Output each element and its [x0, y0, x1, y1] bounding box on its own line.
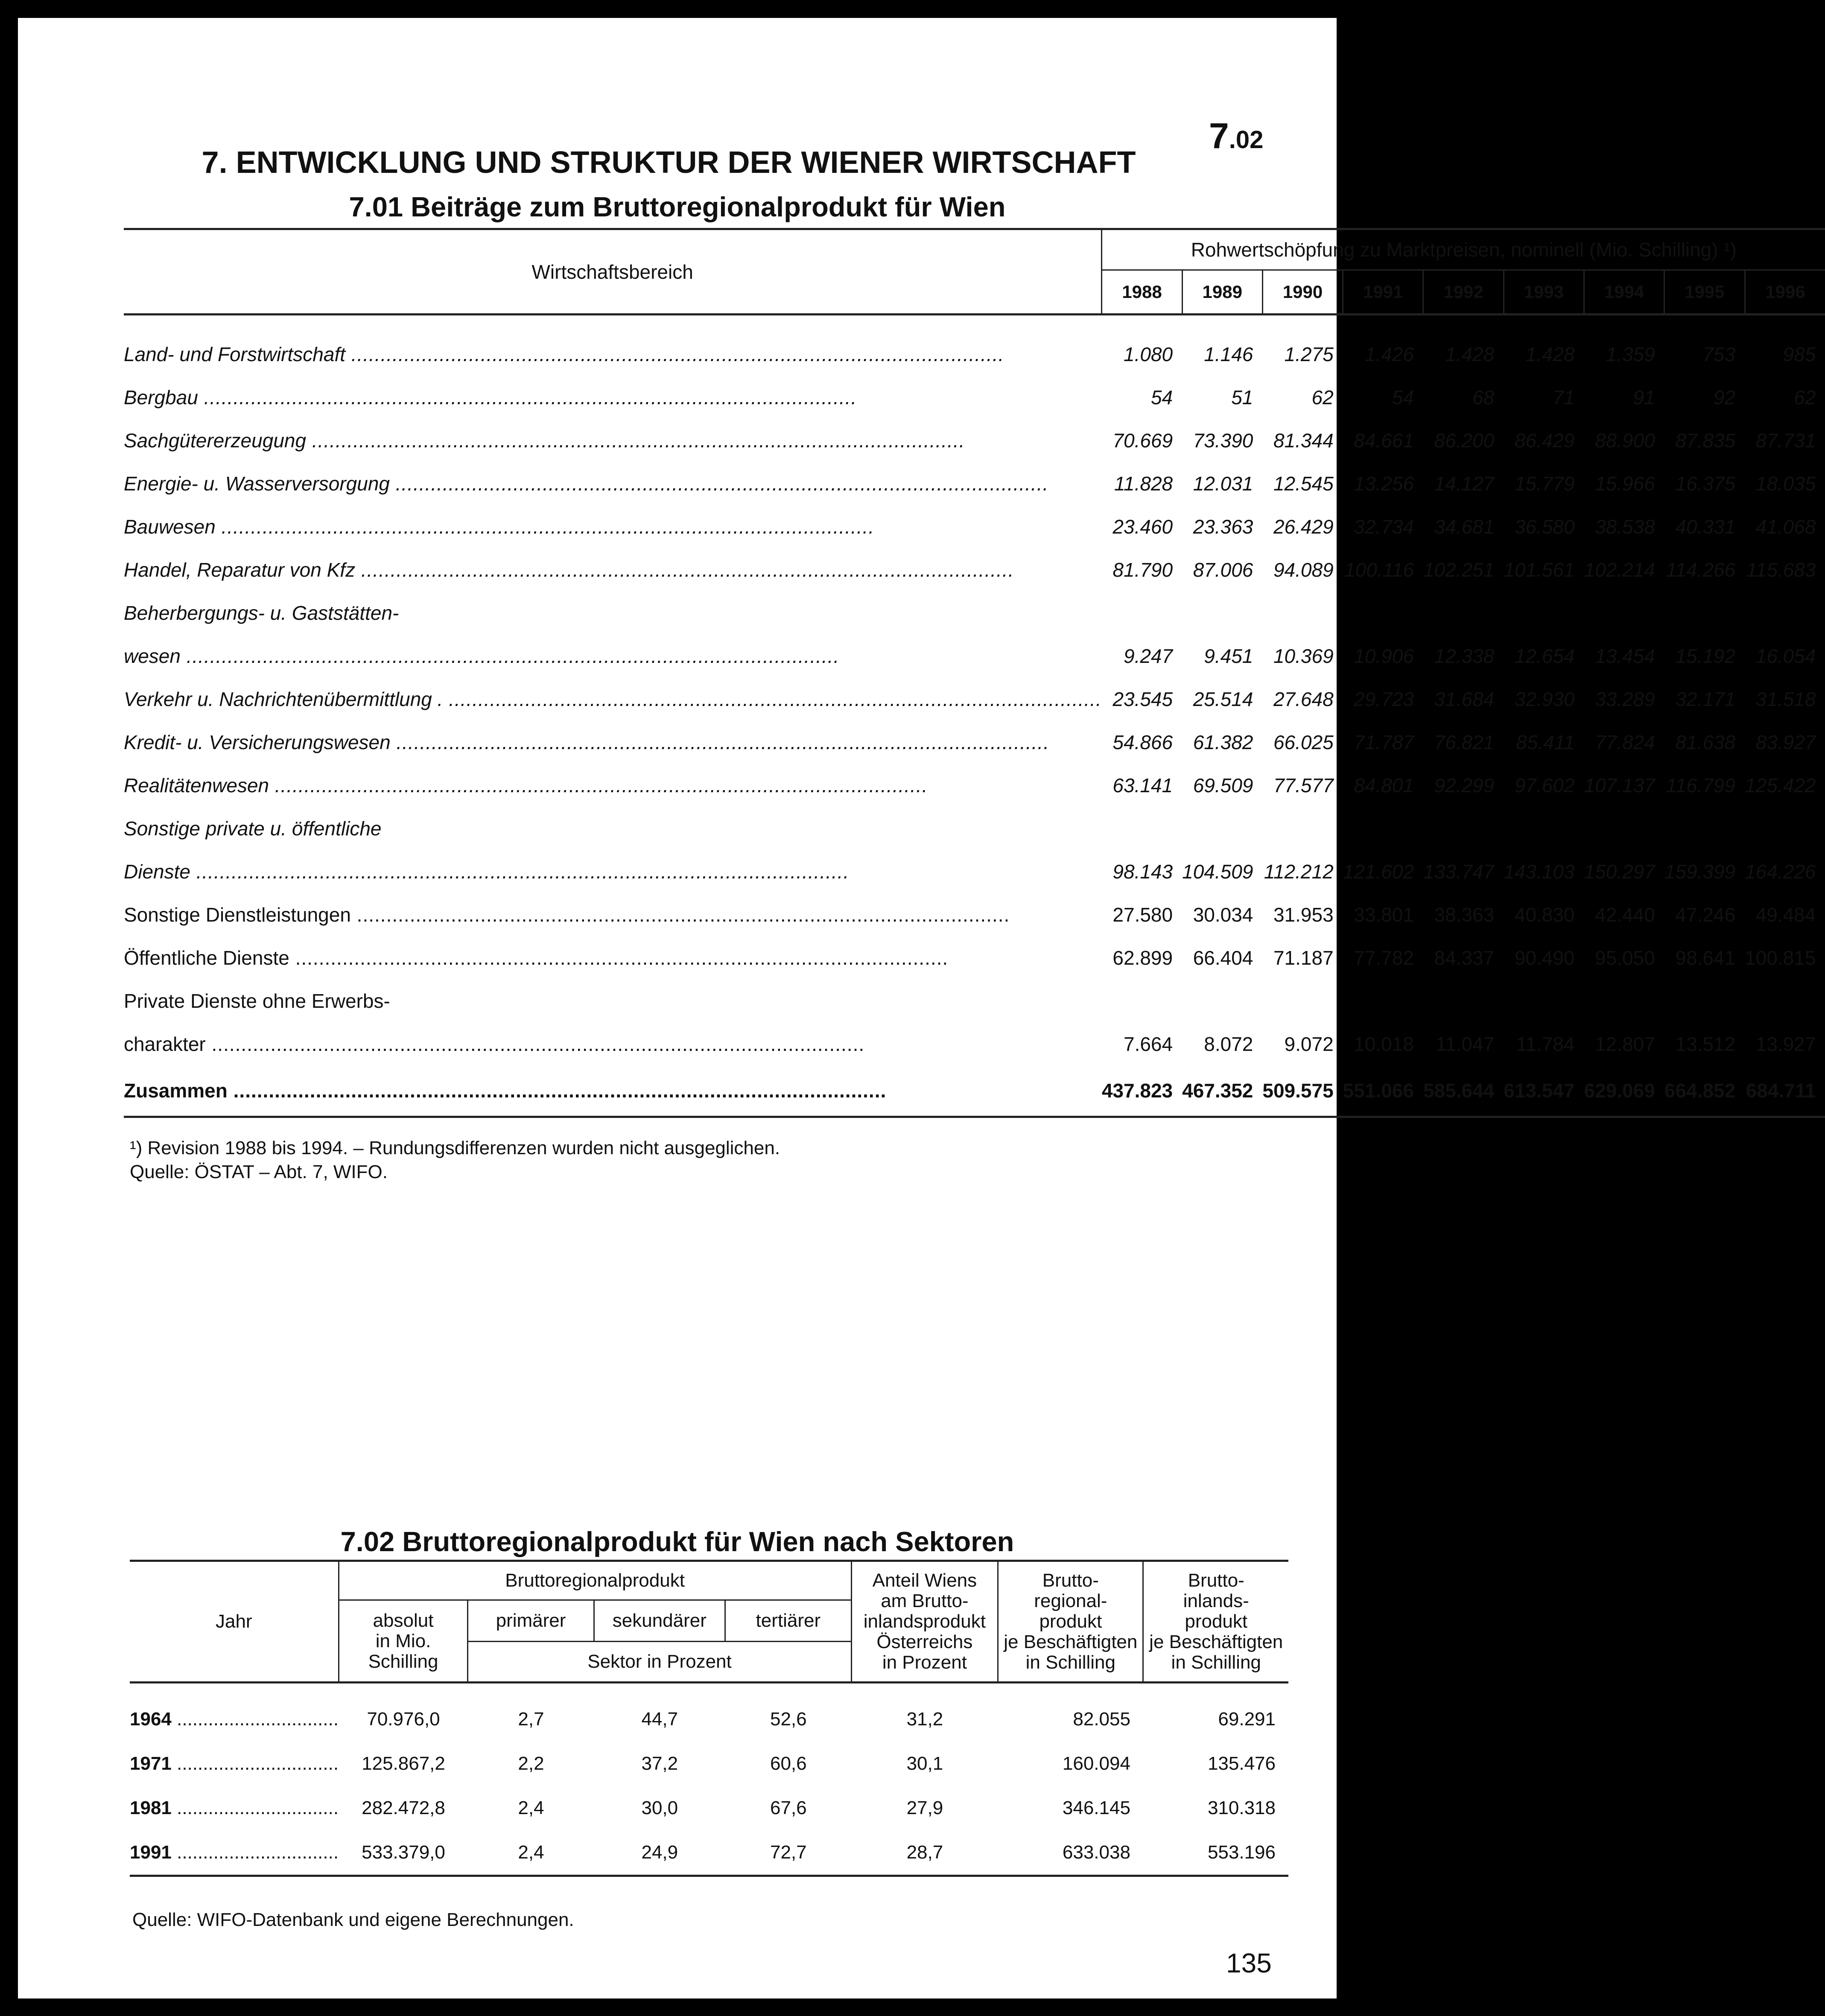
value-cell: 116.799 — [1666, 774, 1736, 796]
value-cell: 101.561 — [1504, 558, 1575, 581]
empty-cell — [1262, 807, 1343, 850]
table-row-label-only — [124, 591, 1825, 634]
empty-cell — [1664, 591, 1745, 634]
value-cell: 24,9 — [594, 1830, 725, 1876]
table-row — [124, 333, 1825, 376]
value-cell: 87.835 — [1675, 429, 1736, 452]
value-cell: 12.807 — [1595, 1033, 1655, 1055]
value-cell: 753 — [1702, 343, 1736, 365]
value-cell: 66.404 — [1193, 946, 1253, 969]
value-cell: 9.451 — [1204, 645, 1253, 667]
value-cell: 54 — [1150, 386, 1173, 408]
value-cell: 92 — [1713, 386, 1736, 408]
value-cell: 125.867,2 — [362, 1753, 445, 1774]
table-row — [130, 1697, 1288, 1742]
value-cell: 85.411 — [1516, 731, 1575, 753]
value-cell: 102.214 — [1584, 558, 1655, 581]
table2-h-tertiaer: tertiärer — [725, 1600, 852, 1642]
value-cell: 16.375 — [1675, 472, 1736, 495]
value-cell: 114.266 — [1666, 558, 1736, 581]
table1-notes — [130, 1136, 780, 1184]
value-cell: 30.034 — [1193, 903, 1253, 926]
value-cell: 10.906 — [1354, 645, 1414, 667]
value-cell: 10.018 — [1354, 1033, 1414, 1055]
spacer-cell — [124, 315, 1825, 333]
value-cell: 121.602 — [1343, 860, 1414, 883]
value-cell: 82.055 — [1073, 1709, 1130, 1730]
value-cell: 12.654 — [1514, 645, 1575, 667]
empty-cell — [1102, 979, 1182, 1022]
value-cell: 13.927 — [1755, 1033, 1816, 1055]
year-header: 1988 — [1102, 270, 1182, 315]
table-row — [124, 893, 1825, 936]
value-cell: 310.318 — [1207, 1797, 1276, 1818]
empty-cell — [1584, 591, 1664, 634]
value-cell: 9.247 — [1123, 645, 1173, 667]
empty-cell — [1745, 807, 1825, 850]
year-header: 1996 — [1745, 270, 1825, 315]
value-cell: 41.068 — [1755, 515, 1816, 538]
value-cell: 2,4 — [518, 1797, 544, 1818]
value-cell: 81.638 — [1675, 731, 1736, 753]
empty-cell — [1745, 979, 1825, 1022]
value-cell: 16.054 — [1755, 645, 1816, 667]
value-cell: 81.344 — [1273, 429, 1334, 452]
value-cell: 1.146 — [1204, 343, 1253, 365]
year-header: 1995 — [1664, 270, 1745, 315]
value-cell: 23.545 — [1113, 688, 1173, 710]
row-label: Sonstige private u. öffentliche — [124, 817, 382, 840]
value-cell: 69.291 — [1218, 1709, 1276, 1730]
value-cell: 70.976,0 — [367, 1709, 440, 1730]
value-cell: 95.050 — [1595, 946, 1655, 969]
table2-h-jahr: Jahr — [130, 1561, 339, 1683]
table-row — [130, 1742, 1288, 1786]
table2-h-primaer: primärer — [468, 1600, 594, 1642]
empty-cell — [1745, 591, 1825, 634]
value-cell: 11.828 — [1114, 472, 1173, 495]
value-cell: 77.577 — [1273, 774, 1334, 796]
value-cell: 100.815 — [1745, 946, 1816, 969]
value-cell: 36.580 — [1514, 515, 1575, 538]
value-cell: 33.289 — [1595, 688, 1655, 710]
value-cell: 23.460 — [1113, 515, 1173, 538]
year-header: 1994 — [1584, 270, 1664, 315]
total-value: 585.644 — [1423, 1065, 1504, 1117]
value-cell: 97.602 — [1514, 774, 1575, 796]
value-cell: 38.363 — [1434, 903, 1495, 926]
table-row — [124, 1022, 1825, 1065]
value-cell: 60,6 — [770, 1753, 807, 1774]
value-cell: 81.790 — [1113, 558, 1173, 581]
value-cell: 159.399 — [1664, 860, 1736, 883]
year-header: 1991 — [1343, 270, 1423, 315]
table1-title: 7.01 Beiträge zum Bruttoregionalprodukt für Wien — [349, 191, 1006, 222]
value-cell: 29.723 — [1354, 688, 1414, 710]
year-header: 1990 — [1262, 270, 1343, 315]
value-cell: 135.476 — [1207, 1753, 1276, 1774]
value-cell: 98.641 — [1675, 946, 1736, 969]
value-cell: 31,2 — [906, 1709, 943, 1730]
empty-cell — [1504, 807, 1584, 850]
table2-h-bip-besch: Brutto- inlands- produkt je Beschäftigten in Schilling — [1143, 1561, 1288, 1683]
value-cell: 15.192 — [1675, 645, 1736, 667]
value-cell: 133.747 — [1423, 860, 1495, 883]
value-cell: 71.187 — [1273, 946, 1334, 969]
value-cell: 92.299 — [1434, 774, 1495, 796]
total-value: 437.823 — [1102, 1065, 1182, 1117]
section-page-ref: 7.02 — [1209, 116, 1264, 156]
value-cell: 94.089 — [1273, 558, 1334, 581]
empty-cell — [1262, 591, 1343, 634]
value-cell: 346.145 — [1062, 1797, 1130, 1818]
value-cell: 13.454 — [1595, 645, 1655, 667]
value-cell: 112.212 — [1264, 860, 1334, 883]
empty-cell — [1182, 979, 1262, 1022]
page-number: 135 — [1226, 1948, 1272, 1978]
value-cell: 40.830 — [1514, 903, 1575, 926]
row-label: Verkehr u. Nachrichtenübermittlung . ..... — [124, 677, 1102, 721]
table1-col-label: Wirtschaftsbereich — [124, 229, 1102, 315]
value-cell: 31.684 — [1434, 688, 1495, 710]
empty-cell — [1343, 807, 1423, 850]
value-cell: 84.337 — [1434, 946, 1495, 969]
value-cell: 54 — [1392, 386, 1414, 408]
value-cell: 2,2 — [518, 1753, 544, 1774]
empty-cell — [1584, 807, 1664, 850]
row-label: Öffentliche Dienste ..... — [124, 936, 1102, 979]
value-cell: 30,1 — [906, 1753, 943, 1774]
value-cell: 71.787 — [1354, 731, 1414, 753]
value-cell: 13.256 — [1354, 472, 1414, 495]
total-row — [124, 1065, 1825, 1117]
value-cell: 87.731 — [1755, 429, 1816, 452]
value-cell: 98.143 — [1113, 860, 1173, 883]
table2-h-absolut: absolut in Mio. Schilling — [339, 1600, 468, 1683]
table2-source: Quelle: WIFO-Datenbank und eigene Berechnungen. — [132, 1909, 574, 1930]
table2-h-anteil: Anteil Wiens am Brutto- inlandsprodukt Österreichs in Prozent — [851, 1561, 998, 1683]
table2-h-brp: Bruttoregionalprodukt — [339, 1561, 851, 1600]
value-cell: 10.369 — [1273, 645, 1334, 667]
table-row — [124, 634, 1825, 677]
table-row — [124, 936, 1825, 979]
value-cell: 62.899 — [1113, 946, 1173, 969]
total-value: 509.575 — [1262, 1065, 1343, 1117]
table2-h-sektor: Sektor in Prozent — [468, 1642, 851, 1683]
table-row — [124, 764, 1825, 807]
value-cell: 143.103 — [1504, 860, 1575, 883]
value-cell: 12.031 — [1193, 472, 1253, 495]
value-cell: 34.681 — [1434, 515, 1495, 538]
table-row — [124, 548, 1825, 591]
value-cell: 1.426 — [1364, 343, 1414, 365]
table-row — [130, 1830, 1288, 1876]
value-cell: 533.379,0 — [339, 1830, 468, 1876]
table1-group-label: Rohwertschöpfung zu Marktpreisen, nominell (Mio. Schilling) ¹) — [1102, 229, 1825, 270]
table2-title: 7.02 Bruttoregionalprodukt für Wien nach Sektoren — [340, 1526, 1014, 1557]
value-cell: 32.734 — [1354, 515, 1414, 538]
table-row — [124, 419, 1825, 462]
value-cell: 18.035 — [1755, 472, 1816, 495]
value-cell: 282.472,8 — [362, 1797, 445, 1818]
value-cell: 67,6 — [770, 1797, 807, 1818]
value-cell: 1.275 — [1284, 343, 1334, 365]
value-cell: 91 — [1633, 386, 1655, 408]
year-header: 1989 — [1182, 270, 1262, 315]
row-label: Energie- u. Wasserversorgung ..... — [124, 462, 1102, 505]
value-cell: 2,7 — [518, 1709, 544, 1730]
table-row — [130, 1786, 1288, 1830]
value-cell: 23.363 — [1193, 515, 1253, 538]
page — [18, 18, 1816, 1998]
value-cell: 38.538 — [1595, 515, 1655, 538]
empty-cell — [1182, 807, 1262, 850]
value-cell: 51 — [1231, 386, 1253, 408]
total-value: 629.069 — [1584, 1065, 1664, 1117]
value-cell: 31.518 — [1755, 688, 1816, 710]
empty-cell — [1423, 591, 1504, 634]
value-cell: 27.580 — [1113, 903, 1173, 926]
value-cell: 63.141 — [1113, 774, 1173, 796]
value-cell: 86.429 — [1514, 429, 1575, 452]
year-header: 1992 — [1423, 270, 1504, 315]
value-cell: 15.966 — [1595, 472, 1655, 495]
total-value: 664.852 — [1664, 1065, 1745, 1117]
value-cell: 115.683 — [1746, 558, 1816, 581]
value-cell: 42.440 — [1595, 903, 1655, 926]
year-label: 1981 ..... — [130, 1786, 339, 1830]
value-cell: 9.072 — [1284, 1033, 1334, 1055]
value-cell: 37,2 — [641, 1753, 678, 1774]
value-cell: 160.094 — [1062, 1753, 1130, 1774]
total-value: 613.547 — [1504, 1065, 1584, 1117]
spacer-row — [124, 315, 1825, 333]
value-cell: 104.509 — [1182, 860, 1253, 883]
row-label: Bauwesen ..... — [124, 505, 1102, 548]
value-cell: 107.137 — [1584, 774, 1655, 796]
year-label: 1971 ..... — [130, 1742, 339, 1786]
empty-cell — [1182, 591, 1262, 634]
table-row — [124, 721, 1825, 764]
value-cell: 125.422 — [1745, 774, 1816, 796]
value-cell: 12.338 — [1434, 645, 1495, 667]
value-cell: 47.246 — [1675, 903, 1736, 926]
year-label: 1964 ..... — [130, 1697, 339, 1742]
value-cell: 2,4 — [468, 1830, 594, 1876]
row-label: Sonstige Dienstleistungen ..... — [124, 893, 1102, 936]
empty-cell — [1504, 979, 1584, 1022]
value-cell: 15.779 — [1514, 472, 1575, 495]
value-cell: 150.297 — [1584, 860, 1655, 883]
value-cell: 11.784 — [1516, 1033, 1575, 1055]
year-label: 1991 ..... — [130, 1830, 339, 1876]
value-cell: 1.428 — [1445, 343, 1495, 365]
value-cell: 28,7 — [851, 1830, 998, 1876]
value-cell: 77.782 — [1354, 946, 1414, 969]
empty-cell — [1343, 979, 1423, 1022]
table2-h-sekundaer: sekundärer — [594, 1600, 725, 1642]
empty-cell — [1423, 979, 1504, 1022]
value-cell: 8.072 — [1204, 1033, 1253, 1055]
row-label: Sachgütererzeugung ..... — [124, 419, 1102, 462]
row-label: Kredit- u. Versicherungswesen ..... — [124, 721, 1102, 764]
total-value: 467.352 — [1182, 1065, 1262, 1117]
value-cell: 32.930 — [1514, 688, 1575, 710]
value-cell: 26.429 — [1273, 515, 1334, 538]
table-row — [124, 376, 1825, 419]
value-cell: 73.390 — [1193, 429, 1253, 452]
value-cell: 30,0 — [641, 1797, 678, 1818]
empty-cell — [1584, 979, 1664, 1022]
row-label: Bergbau ..... — [124, 376, 1102, 419]
value-cell: 1.428 — [1525, 343, 1575, 365]
value-cell: 86.200 — [1434, 429, 1495, 452]
value-cell: 102.251 — [1423, 558, 1495, 581]
table1-source: Quelle: ÖSTAT – Abt. 7, WIFO. — [130, 1161, 388, 1182]
row-label: Private Dienste ohne Erwerbs- — [124, 989, 390, 1012]
value-cell: 71 — [1553, 386, 1575, 408]
empty-cell — [1102, 807, 1182, 850]
value-cell: 40.331 — [1675, 515, 1736, 538]
row-label: Realitätenwesen ..... — [124, 764, 1102, 807]
empty-cell — [1102, 591, 1182, 634]
table-row-label-only — [124, 979, 1825, 1022]
value-cell: 44,7 — [641, 1709, 678, 1730]
value-cell: 54.866 — [1113, 731, 1173, 753]
total-label: Zusammen ..... — [124, 1065, 1102, 1117]
value-cell: 12.545 — [1273, 472, 1334, 495]
spacer-cell — [130, 1683, 1288, 1698]
value-cell: 32.171 — [1675, 688, 1736, 710]
footnote: ¹) Revision 1988 bis 1994. – Rundungsdifferenzen wurden nicht ausgeglichen. — [130, 1138, 780, 1158]
value-cell: 25.514 — [1193, 688, 1253, 710]
spacer-row — [130, 1683, 1288, 1698]
value-cell: 88.900 — [1595, 429, 1655, 452]
table-row — [124, 850, 1825, 893]
table2 — [130, 1560, 1288, 1877]
value-cell: 164.226 — [1745, 860, 1816, 883]
row-label: charakter ..... — [124, 1022, 1102, 1065]
value-cell: 1.080 — [1123, 343, 1173, 365]
value-cell: 33.801 — [1354, 903, 1414, 926]
empty-cell — [1664, 807, 1745, 850]
table-row — [124, 462, 1825, 505]
value-cell: 84.661 — [1354, 429, 1414, 452]
value-cell: 31.953 — [1273, 903, 1334, 926]
value-cell: 70.669 — [1113, 429, 1173, 452]
value-cell: 72,7 — [725, 1830, 852, 1876]
empty-cell — [1343, 591, 1423, 634]
value-cell: 985 — [1783, 343, 1816, 365]
value-cell: 100.116 — [1344, 558, 1414, 581]
value-cell: 27.648 — [1273, 688, 1334, 710]
total-value: 551.066 — [1343, 1065, 1423, 1117]
table1 — [124, 228, 1825, 1118]
empty-cell — [1664, 979, 1745, 1022]
value-cell: 633.038 — [998, 1830, 1143, 1876]
table2-h-brp-besch: Brutto- regional- produkt je Beschäftigten in Schilling — [998, 1561, 1143, 1683]
value-cell: 83.927 — [1755, 731, 1816, 753]
value-cell: 62 — [1311, 386, 1334, 408]
value-cell: 11.047 — [1435, 1033, 1495, 1055]
value-cell: 52,6 — [770, 1709, 807, 1730]
value-cell: 14.127 — [1434, 472, 1495, 495]
value-cell: 61.382 — [1193, 731, 1253, 753]
empty-cell — [1504, 591, 1584, 634]
empty-cell — [1423, 807, 1504, 850]
row-label: Dienste ..... — [124, 850, 1102, 893]
year-header: 1993 — [1504, 270, 1584, 315]
value-cell: 76.821 — [1434, 731, 1495, 753]
table-row — [124, 505, 1825, 548]
value-cell: 27,9 — [906, 1797, 943, 1818]
value-cell: 68 — [1472, 386, 1495, 408]
value-cell: 77.824 — [1595, 731, 1655, 753]
value-cell: 1.359 — [1606, 343, 1655, 365]
value-cell: 7.664 — [1123, 1033, 1173, 1055]
row-label: wesen ..... — [124, 634, 1102, 677]
value-cell: 84.801 — [1354, 774, 1414, 796]
value-cell: 553.196 — [1143, 1830, 1288, 1876]
row-label: Land- und Forstwirtschaft ..... — [124, 333, 1102, 376]
value-cell: 87.006 — [1193, 558, 1253, 581]
table-row-label-only — [124, 807, 1825, 850]
value-cell: 69.509 — [1193, 774, 1253, 796]
total-value: 684.711 — [1745, 1065, 1825, 1117]
value-cell: 49.484 — [1755, 903, 1816, 926]
value-cell: 90.490 — [1514, 946, 1575, 969]
value-cell: 13.512 — [1675, 1033, 1736, 1055]
value-cell: 66.025 — [1273, 731, 1334, 753]
row-label: Handel, Reparatur von Kfz ..... — [124, 548, 1102, 591]
row-label: Beherbergungs- u. Gaststätten- — [124, 601, 399, 624]
value-cell: 62 — [1794, 386, 1816, 408]
chapter-title: 7. ENTWICKLUNG UND STRUKTUR DER WIENER WIRTSCHAFT — [201, 146, 1136, 180]
empty-cell — [1262, 979, 1343, 1022]
table-row — [124, 677, 1825, 721]
